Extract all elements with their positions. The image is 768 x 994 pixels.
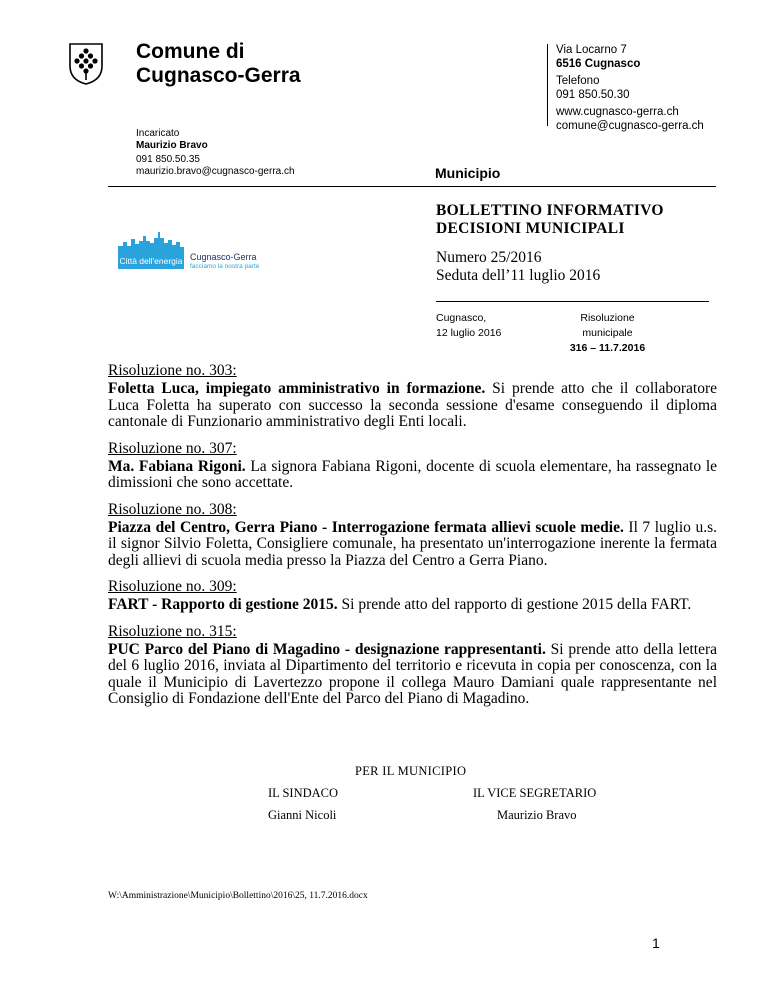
resolution-heading: Risoluzione no. 315: <box>108 622 237 640</box>
resolution-text: La signora Fabiana Rigoni, docente di scuola elementare, ha rassegnato le dimissioni che sono accettate. <box>108 457 718 491</box>
resolution-reference <box>555 311 660 356</box>
website-link[interactable]: www.cugnasco-gerra.ch <box>556 106 679 118</box>
page-number: 1 <box>652 935 660 951</box>
resolution-item <box>108 501 717 570</box>
place: Cugnasco, <box>436 312 487 324</box>
energy-city-label: Città dell'energia <box>119 256 183 266</box>
resolution-text: Il 7 luglio u.s. il signor Silvio Foletta, Consigliere comunale, ha presentato un'interrogazione inerente la fermata degli allievi di scuola media presso la Piazza del Centro a Gerra Piano. <box>108 518 717 569</box>
address-city: 6516 Cugnasco <box>556 57 641 70</box>
resolution-item <box>108 578 717 614</box>
contact-role: Incaricato <box>136 128 180 139</box>
contact-phone: 091 850.50.35 <box>136 154 200 165</box>
resolution-body <box>108 381 717 431</box>
bulletin-divider <box>436 301 709 302</box>
municipal-crest-icon <box>68 42 104 86</box>
resolution-body <box>108 520 717 570</box>
resolution-text: Si prende atto del rapporto di gestione 2015 della FART. <box>337 596 692 613</box>
address-divider <box>547 44 548 126</box>
place-date <box>436 311 501 341</box>
signature-header: PER IL MUNICIPIO <box>355 764 467 778</box>
resolution-body <box>108 597 717 614</box>
vice-secretary-name: Maurizio Bravo <box>497 808 577 822</box>
address-street: Via Locarno 7 <box>556 44 627 56</box>
city-skyline-icon <box>118 232 184 254</box>
contact-block <box>136 128 295 177</box>
mayor-name: Gianni Nicoli <box>268 808 337 822</box>
resolution-body <box>108 642 717 708</box>
energy-city-badge <box>118 253 184 269</box>
bulletin-title <box>436 202 664 238</box>
date: 12 luglio 2016 <box>436 327 502 339</box>
resolution-text: Si prende atto che il collaboratore Luca Foletta ha superato con successo la seconda sessione d'esame conseguendo il diploma cantonale di Funzionario amministrativo degli Enti locali. <box>108 380 717 430</box>
address-block <box>556 44 704 133</box>
bulletin-title-line1: BOLLETTINO INFORMATIVO <box>436 202 664 219</box>
organization-name <box>136 40 301 88</box>
bulletin-number-block <box>436 249 600 285</box>
phone-label: Telefono <box>556 75 600 87</box>
resolution-heading: Risoluzione no. 303: <box>108 362 237 379</box>
org-name-line1: Comune di <box>136 40 245 63</box>
resolution-body <box>108 459 717 492</box>
energy-brand-name: Cugnasco-Gerra <box>190 252 257 262</box>
resolution-heading: Risoluzione no. 309: <box>108 578 237 595</box>
phone-number: 091 850.50.30 <box>556 88 630 101</box>
contact-name: Maurizio Bravo <box>136 139 208 151</box>
org-name-line2: Cugnasco-Gerra <box>136 64 301 87</box>
resolution-title: PUC Parco del Piano di Magadino - designazione rappresentanti. <box>108 640 546 658</box>
resolution-item <box>108 440 717 492</box>
resolution-item <box>108 362 717 431</box>
vice-secretary-role: IL VICE SEGRETARIO <box>473 786 597 800</box>
mayor-role: IL SINDACO <box>268 786 339 800</box>
resolution-title: Ma. Fabiana Rigoni. <box>108 457 246 475</box>
resolution-heading: Risoluzione no. 308: <box>108 500 237 518</box>
bulletin-number: Numero 25/2016 <box>436 249 542 266</box>
department-title: Municipio <box>435 165 501 181</box>
file-path: W:\Amministrazione\Municipio\Bollettino\2016\25, 11.7.2016.docx <box>108 891 368 901</box>
resolution-code: 316 – 11.7.2016 <box>569 342 646 354</box>
email-link[interactable]: comune@cugnasco-gerra.ch <box>556 119 704 132</box>
resolution-title: Foletta Luca, impiegato amministrativo in formazione. <box>108 380 486 397</box>
bulletin-session: Seduta dell’11 luglio 2016 <box>436 267 601 284</box>
resolution-item <box>108 623 717 708</box>
bulletin-title-line2: DECISIONI MUNICIPALI <box>436 220 625 237</box>
header-divider <box>108 186 716 187</box>
resolution-title: FART - Rapporto di gestione 2015. <box>108 596 338 613</box>
resolution-title: Piazza del Centro, Gerra Piano - Interrogazione fermata allievi scuole medie. <box>108 518 624 536</box>
resolution-text: Si prende atto della lettera del 6 luglio 2016, inviata al Dipartimento del territorio e ricevuta in copia per conoscenza, con la quale il Municipio di Lavertezzo propone il collega Mauro Damiani quale rappresentante nel Consiglio di Fondazione dell'Ente del Parco del Piano di Magadino. <box>108 640 718 707</box>
energy-tagline: facciamo la nostra parte <box>190 263 260 270</box>
resolution-heading: Risoluzione no. 307: <box>108 439 237 457</box>
resolutions-list <box>108 362 717 717</box>
contact-email[interactable]: maurizio.bravo@cugnasco-gerra.ch <box>136 165 295 177</box>
resolution-label: Risoluzione municipale <box>580 312 635 339</box>
